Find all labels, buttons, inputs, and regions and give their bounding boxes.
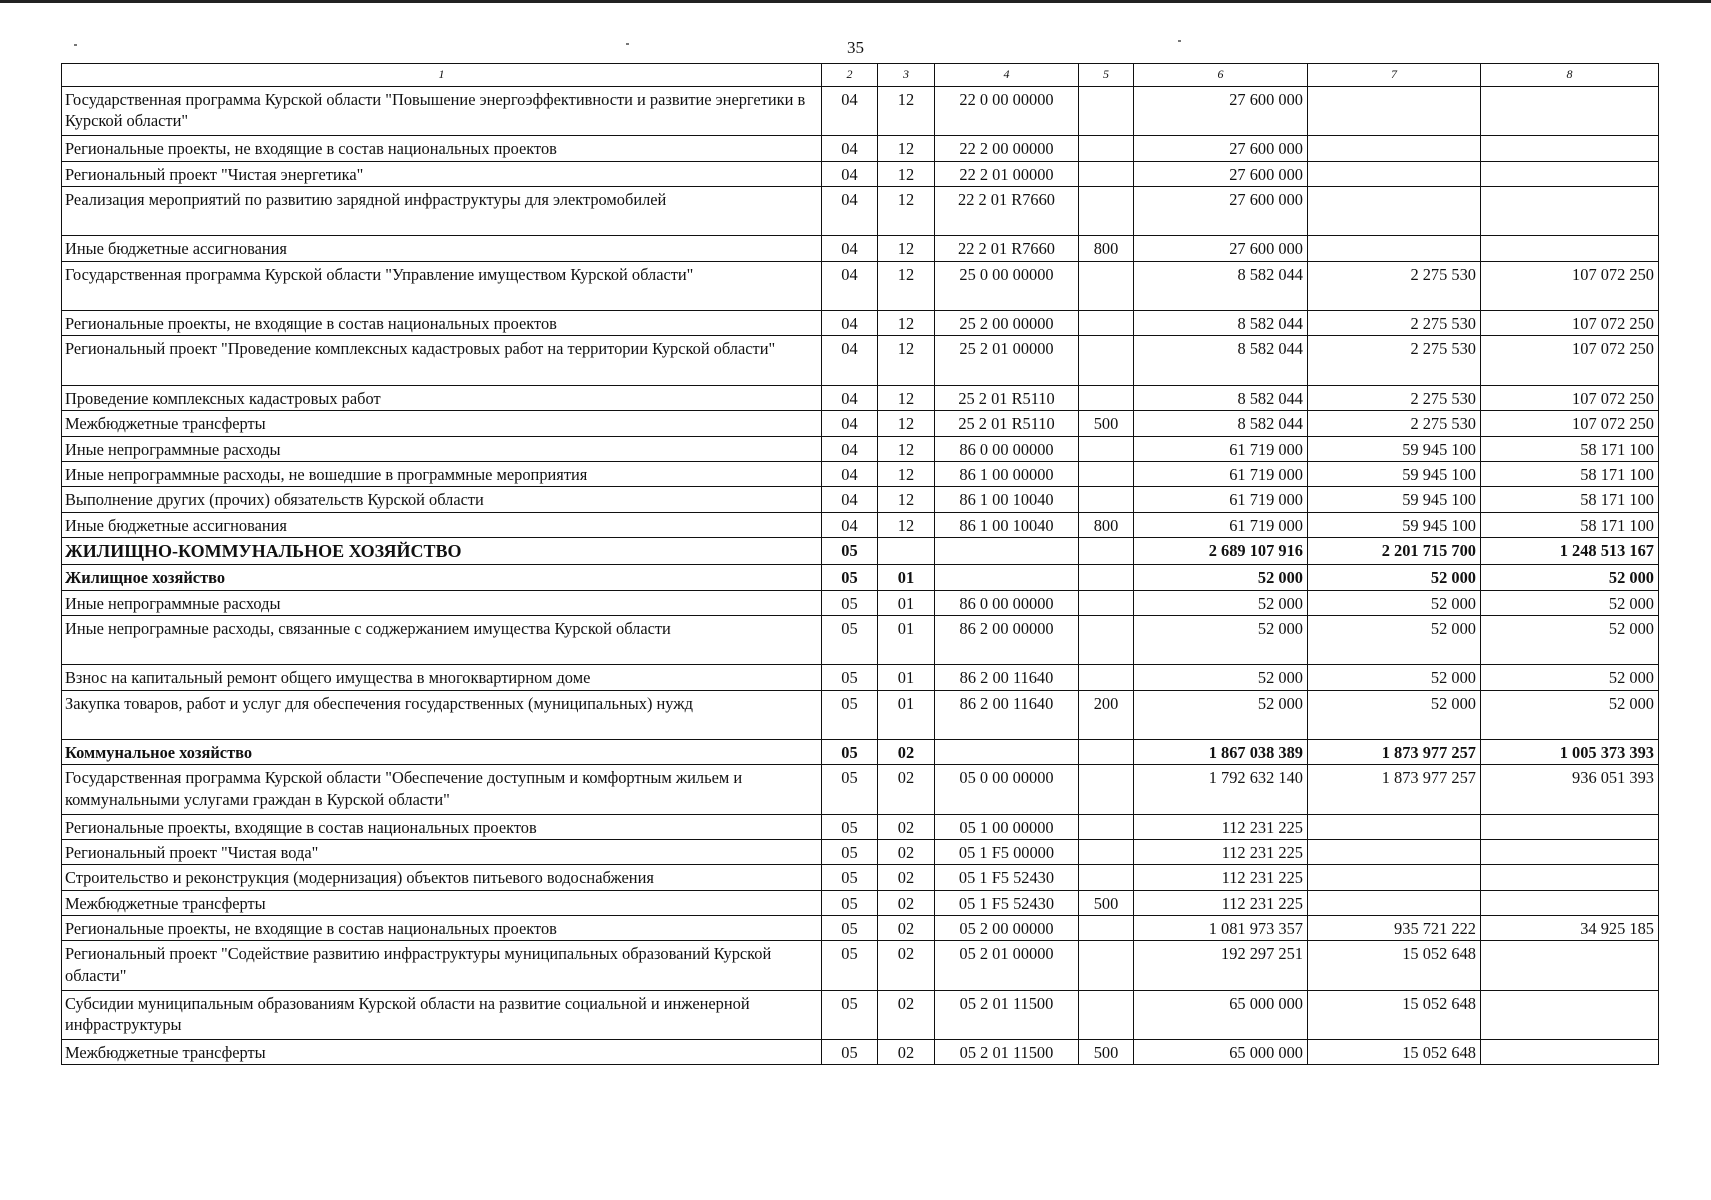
row-section-code: 04 bbox=[822, 261, 878, 310]
row-amount-col8: 1 005 373 393 bbox=[1481, 740, 1659, 765]
row-target-article-code: 05 1 F5 52430 bbox=[935, 865, 1079, 890]
row-section-code: 04 bbox=[822, 512, 878, 537]
budget-table bbox=[61, 63, 1659, 1065]
table-row bbox=[62, 411, 1659, 436]
row-amount-col7: 1 873 977 257 bbox=[1308, 740, 1481, 765]
row-name: Субсидии муниципальным образованиям Курской области на развитие социальной и инженерной инфраструктуры bbox=[62, 990, 822, 1039]
row-section-code: 05 bbox=[822, 590, 878, 615]
row-name: Строительство и реконструкция (модернизация) объектов питьевого водоснабжения bbox=[62, 865, 822, 890]
row-amount-col7: 2 275 530 bbox=[1308, 261, 1481, 310]
row-expense-type-code bbox=[1079, 385, 1134, 410]
row-expense-type-code bbox=[1079, 814, 1134, 839]
row-amount-col7: 59 945 100 bbox=[1308, 512, 1481, 537]
row-subsection-code: 12 bbox=[878, 87, 935, 136]
row-expense-type-code bbox=[1079, 311, 1134, 336]
row-name: Государственная программа Курской области "Повышение энергоэффективности и развитие энергетики в Курской области" bbox=[62, 87, 822, 136]
row-expense-type-code bbox=[1079, 590, 1134, 615]
row-name: Закупка товаров, работ и услуг для обеспечения государственных (муниципальных) нужд bbox=[62, 690, 822, 739]
row-expense-type-code bbox=[1079, 187, 1134, 236]
row-section-code: 05 bbox=[822, 865, 878, 890]
row-amount-col8: 58 171 100 bbox=[1481, 461, 1659, 486]
row-subsection-code: 12 bbox=[878, 487, 935, 512]
row-subsection-code: 12 bbox=[878, 187, 935, 236]
row-section-code: 04 bbox=[822, 436, 878, 461]
row-name: ЖИЛИЩНО-КОММУНАЛЬНОЕ ХОЗЯЙСТВО bbox=[62, 537, 822, 564]
row-amount-col6: 27 600 000 bbox=[1134, 87, 1308, 136]
row-target-article-code: 86 2 00 11640 bbox=[935, 690, 1079, 739]
row-subsection-code: 02 bbox=[878, 916, 935, 941]
row-target-article-code: 05 1 00 00000 bbox=[935, 814, 1079, 839]
row-target-article-code bbox=[935, 740, 1079, 765]
table-row bbox=[62, 461, 1659, 486]
row-name: Иные непрограмные расходы, связанные с соджержанием имущества Курской области bbox=[62, 615, 822, 664]
row-amount-col8 bbox=[1481, 865, 1659, 890]
table-row bbox=[62, 690, 1659, 739]
table-row bbox=[62, 615, 1659, 664]
row-amount-col6: 61 719 000 bbox=[1134, 487, 1308, 512]
row-target-article-code: 86 0 00 00000 bbox=[935, 436, 1079, 461]
table-row bbox=[62, 537, 1659, 564]
row-amount-col8: 107 072 250 bbox=[1481, 411, 1659, 436]
row-expense-type-code bbox=[1079, 461, 1134, 486]
column-header-row bbox=[62, 64, 1659, 87]
row-amount-col8 bbox=[1481, 840, 1659, 865]
row-amount-col7 bbox=[1308, 865, 1481, 890]
row-expense-type-code bbox=[1079, 665, 1134, 690]
table-row bbox=[62, 161, 1659, 186]
row-section-code: 05 bbox=[822, 814, 878, 839]
row-section-code: 04 bbox=[822, 311, 878, 336]
row-name: Взнос на капитальный ремонт общего имущества в многоквартирном доме bbox=[62, 665, 822, 690]
row-amount-col7: 52 000 bbox=[1308, 615, 1481, 664]
row-amount-col6: 192 297 251 bbox=[1134, 941, 1308, 990]
row-name: Региональный проект "Содействие развитию инфраструктуры муниципальных образований Курской области" bbox=[62, 941, 822, 990]
row-section-code: 04 bbox=[822, 385, 878, 410]
row-subsection-code: 12 bbox=[878, 436, 935, 461]
row-amount-col7: 52 000 bbox=[1308, 565, 1481, 590]
row-amount-col6: 112 231 225 bbox=[1134, 865, 1308, 890]
table-row bbox=[62, 136, 1659, 161]
row-target-article-code: 86 1 00 10040 bbox=[935, 487, 1079, 512]
row-subsection-code: 12 bbox=[878, 411, 935, 436]
row-name: Государственная программа Курской области "Управление имуществом Курской области" bbox=[62, 261, 822, 310]
row-subsection-code: 02 bbox=[878, 840, 935, 865]
row-name: Региональные проекты, не входящие в состав национальных проектов bbox=[62, 311, 822, 336]
row-subsection-code: 12 bbox=[878, 161, 935, 186]
row-amount-col6: 1 792 632 140 bbox=[1134, 765, 1308, 814]
row-amount-col6: 8 582 044 bbox=[1134, 261, 1308, 310]
row-amount-col6: 61 719 000 bbox=[1134, 461, 1308, 486]
row-target-article-code: 05 2 01 00000 bbox=[935, 941, 1079, 990]
row-target-article-code: 25 2 01 R5110 bbox=[935, 385, 1079, 410]
table-row bbox=[62, 814, 1659, 839]
row-section-code: 05 bbox=[822, 990, 878, 1039]
row-name: Выполнение других (прочих) обязательств Курской области bbox=[62, 487, 822, 512]
table-row bbox=[62, 236, 1659, 261]
row-name: Иные непрограммные расходы bbox=[62, 590, 822, 615]
row-amount-col7 bbox=[1308, 890, 1481, 915]
column-header-5: 5 bbox=[1079, 64, 1134, 87]
row-amount-col7: 2 201 715 700 bbox=[1308, 537, 1481, 564]
page-number: 35 bbox=[847, 38, 864, 57]
row-subsection-code: 01 bbox=[878, 615, 935, 664]
row-target-article-code: 86 1 00 10040 bbox=[935, 512, 1079, 537]
row-name: Проведение комплексных кадастровых работ bbox=[62, 385, 822, 410]
row-expense-type-code bbox=[1079, 740, 1134, 765]
row-subsection-code: 12 bbox=[878, 336, 935, 385]
row-expense-type-code: 500 bbox=[1079, 890, 1134, 915]
column-header-1: 1 bbox=[62, 64, 822, 87]
row-amount-col6: 112 231 225 bbox=[1134, 890, 1308, 915]
row-section-code: 05 bbox=[822, 565, 878, 590]
row-amount-col7: 2 275 530 bbox=[1308, 385, 1481, 410]
row-amount-col8: 107 072 250 bbox=[1481, 261, 1659, 310]
row-amount-col8: 52 000 bbox=[1481, 690, 1659, 739]
row-amount-col6: 8 582 044 bbox=[1134, 411, 1308, 436]
row-amount-col8: 1 248 513 167 bbox=[1481, 537, 1659, 564]
row-section-code: 04 bbox=[822, 487, 878, 512]
row-section-code: 05 bbox=[822, 890, 878, 915]
row-amount-col7: 935 721 222 bbox=[1308, 916, 1481, 941]
row-target-article-code: 05 2 01 11500 bbox=[935, 990, 1079, 1039]
row-amount-col7: 52 000 bbox=[1308, 690, 1481, 739]
row-name: Региональные проекты, не входящие в состав национальных проектов bbox=[62, 136, 822, 161]
row-name: Государственная программа Курской области "Обеспечение доступным и комфортным жильем и коммунальными услугами граждан в Курской области" bbox=[62, 765, 822, 814]
row-target-article-code: 22 0 00 00000 bbox=[935, 87, 1079, 136]
row-target-article-code: 25 0 00 00000 bbox=[935, 261, 1079, 310]
row-amount-col6: 61 719 000 bbox=[1134, 436, 1308, 461]
row-amount-col8 bbox=[1481, 161, 1659, 186]
row-target-article-code: 05 1 F5 00000 bbox=[935, 840, 1079, 865]
row-amount-col6: 27 600 000 bbox=[1134, 136, 1308, 161]
row-section-code: 04 bbox=[822, 161, 878, 186]
row-expense-type-code bbox=[1079, 941, 1134, 990]
row-amount-col8: 58 171 100 bbox=[1481, 512, 1659, 537]
table-row bbox=[62, 590, 1659, 615]
row-target-article-code: 22 2 01 00000 bbox=[935, 161, 1079, 186]
row-amount-col8: 58 171 100 bbox=[1481, 487, 1659, 512]
row-name: Региональный проект "Проведение комплексных кадастровых работ на территории Курской области" bbox=[62, 336, 822, 385]
row-target-article-code bbox=[935, 565, 1079, 590]
row-amount-col6: 8 582 044 bbox=[1134, 311, 1308, 336]
row-amount-col6: 61 719 000 bbox=[1134, 512, 1308, 537]
table-body bbox=[62, 87, 1659, 1065]
row-amount-col7: 52 000 bbox=[1308, 665, 1481, 690]
row-amount-col6: 1 081 973 357 bbox=[1134, 916, 1308, 941]
row-amount-col8: 107 072 250 bbox=[1481, 336, 1659, 385]
row-amount-col7: 59 945 100 bbox=[1308, 461, 1481, 486]
row-amount-col6: 112 231 225 bbox=[1134, 814, 1308, 839]
row-amount-col7 bbox=[1308, 840, 1481, 865]
row-amount-col7 bbox=[1308, 814, 1481, 839]
row-name: Региональный проект "Чистая вода" bbox=[62, 840, 822, 865]
row-section-code: 05 bbox=[822, 765, 878, 814]
row-subsection-code bbox=[878, 537, 935, 564]
row-subsection-code: 02 bbox=[878, 1040, 935, 1065]
row-amount-col8 bbox=[1481, 1040, 1659, 1065]
row-amount-col8 bbox=[1481, 941, 1659, 990]
row-amount-col6: 52 000 bbox=[1134, 565, 1308, 590]
row-target-article-code: 22 2 01 R7660 bbox=[935, 187, 1079, 236]
row-amount-col7: 15 052 648 bbox=[1308, 1040, 1481, 1065]
table-row bbox=[62, 565, 1659, 590]
row-subsection-code: 12 bbox=[878, 461, 935, 486]
row-name: Иные непрограммные расходы bbox=[62, 436, 822, 461]
row-subsection-code: 02 bbox=[878, 890, 935, 915]
table-row bbox=[62, 311, 1659, 336]
row-name: Межбюджетные трансферты bbox=[62, 411, 822, 436]
row-amount-col8: 52 000 bbox=[1481, 565, 1659, 590]
row-amount-col8 bbox=[1481, 87, 1659, 136]
row-expense-type-code bbox=[1079, 487, 1134, 512]
row-name: Иные бюджетные ассигнования bbox=[62, 236, 822, 261]
row-name: Межбюджетные трансферты bbox=[62, 1040, 822, 1065]
row-amount-col6: 52 000 bbox=[1134, 690, 1308, 739]
row-target-article-code: 86 2 00 00000 bbox=[935, 615, 1079, 664]
row-name: Жилищное хозяйство bbox=[62, 565, 822, 590]
row-target-article-code: 05 2 01 11500 bbox=[935, 1040, 1079, 1065]
row-expense-type-code bbox=[1079, 436, 1134, 461]
row-amount-col8: 58 171 100 bbox=[1481, 436, 1659, 461]
row-amount-col6: 27 600 000 bbox=[1134, 236, 1308, 261]
row-target-article-code: 86 1 00 00000 bbox=[935, 461, 1079, 486]
row-amount-col6: 1 867 038 389 bbox=[1134, 740, 1308, 765]
row-amount-col7 bbox=[1308, 187, 1481, 236]
row-subsection-code: 02 bbox=[878, 990, 935, 1039]
row-target-article-code: 25 2 00 00000 bbox=[935, 311, 1079, 336]
row-section-code: 04 bbox=[822, 136, 878, 161]
row-subsection-code: 01 bbox=[878, 690, 935, 739]
row-target-article-code: 25 2 01 00000 bbox=[935, 336, 1079, 385]
row-section-code: 05 bbox=[822, 916, 878, 941]
row-amount-col8: 52 000 bbox=[1481, 590, 1659, 615]
row-section-code: 05 bbox=[822, 840, 878, 865]
row-amount-col8 bbox=[1481, 187, 1659, 236]
row-subsection-code: 02 bbox=[878, 941, 935, 990]
row-section-code: 05 bbox=[822, 941, 878, 990]
row-name: Региональный проект "Чистая энергетика" bbox=[62, 161, 822, 186]
row-section-code: 05 bbox=[822, 537, 878, 564]
row-subsection-code: 12 bbox=[878, 261, 935, 310]
row-expense-type-code: 800 bbox=[1079, 512, 1134, 537]
column-header-3: 3 bbox=[878, 64, 935, 87]
row-section-code: 05 bbox=[822, 615, 878, 664]
row-amount-col8: 936 051 393 bbox=[1481, 765, 1659, 814]
row-amount-col6: 52 000 bbox=[1134, 590, 1308, 615]
row-amount-col6: 8 582 044 bbox=[1134, 385, 1308, 410]
row-amount-col7: 59 945 100 bbox=[1308, 487, 1481, 512]
column-header-4: 4 bbox=[935, 64, 1079, 87]
table-row bbox=[62, 187, 1659, 236]
row-amount-col8: 52 000 bbox=[1481, 665, 1659, 690]
row-target-article-code: 25 2 01 R5110 bbox=[935, 411, 1079, 436]
row-amount-col7 bbox=[1308, 161, 1481, 186]
row-subsection-code: 01 bbox=[878, 590, 935, 615]
row-subsection-code: 12 bbox=[878, 236, 935, 261]
row-amount-col6: 52 000 bbox=[1134, 615, 1308, 664]
row-expense-type-code bbox=[1079, 136, 1134, 161]
row-amount-col7 bbox=[1308, 87, 1481, 136]
row-amount-col7: 2 275 530 bbox=[1308, 336, 1481, 385]
column-header-6: 6 bbox=[1134, 64, 1308, 87]
row-amount-col7: 59 945 100 bbox=[1308, 436, 1481, 461]
row-section-code: 05 bbox=[822, 1040, 878, 1065]
row-section-code: 04 bbox=[822, 411, 878, 436]
row-subsection-code: 02 bbox=[878, 740, 935, 765]
row-amount-col8 bbox=[1481, 890, 1659, 915]
row-subsection-code: 12 bbox=[878, 512, 935, 537]
row-expense-type-code bbox=[1079, 765, 1134, 814]
row-target-article-code: 22 2 00 00000 bbox=[935, 136, 1079, 161]
row-subsection-code: 12 bbox=[878, 136, 935, 161]
table-row bbox=[62, 512, 1659, 537]
row-expense-type-code bbox=[1079, 615, 1134, 664]
row-amount-col7: 1 873 977 257 bbox=[1308, 765, 1481, 814]
row-amount-col6: 65 000 000 bbox=[1134, 990, 1308, 1039]
table-row bbox=[62, 1040, 1659, 1065]
table-row bbox=[62, 865, 1659, 890]
row-section-code: 04 bbox=[822, 87, 878, 136]
row-section-code: 05 bbox=[822, 690, 878, 739]
table-row bbox=[62, 87, 1659, 136]
row-name: Региональные проекты, не входящие в состав национальных проектов bbox=[62, 916, 822, 941]
row-expense-type-code bbox=[1079, 336, 1134, 385]
column-header-7: 7 bbox=[1308, 64, 1481, 87]
row-section-code: 04 bbox=[822, 336, 878, 385]
row-name: Коммунальное хозяйство bbox=[62, 740, 822, 765]
row-amount-col8 bbox=[1481, 990, 1659, 1039]
table-row bbox=[62, 840, 1659, 865]
row-amount-col6: 52 000 bbox=[1134, 665, 1308, 690]
row-section-code: 05 bbox=[822, 740, 878, 765]
table-row bbox=[62, 890, 1659, 915]
row-amount-col6: 112 231 225 bbox=[1134, 840, 1308, 865]
row-amount-col7: 2 275 530 bbox=[1308, 411, 1481, 436]
row-target-article-code: 86 0 00 00000 bbox=[935, 590, 1079, 615]
row-amount-col8: 52 000 bbox=[1481, 615, 1659, 664]
row-subsection-code: 12 bbox=[878, 311, 935, 336]
column-header-8: 8 bbox=[1481, 64, 1659, 87]
row-amount-col6: 27 600 000 bbox=[1134, 161, 1308, 186]
row-expense-type-code: 500 bbox=[1079, 411, 1134, 436]
row-target-article-code: 05 1 F5 52430 bbox=[935, 890, 1079, 915]
row-amount-col8: 34 925 185 bbox=[1481, 916, 1659, 941]
row-name: Иные непрограммные расходы, не вошедшие в программные мероприятия bbox=[62, 461, 822, 486]
row-amount-col7 bbox=[1308, 236, 1481, 261]
row-subsection-code: 02 bbox=[878, 814, 935, 839]
row-subsection-code: 02 bbox=[878, 865, 935, 890]
table-row bbox=[62, 990, 1659, 1039]
row-name: Межбюджетные трансферты bbox=[62, 890, 822, 915]
row-expense-type-code bbox=[1079, 916, 1134, 941]
row-amount-col6: 27 600 000 bbox=[1134, 187, 1308, 236]
row-amount-col8: 107 072 250 bbox=[1481, 385, 1659, 410]
row-target-article-code: 05 2 00 00000 bbox=[935, 916, 1079, 941]
row-amount-col6: 2 689 107 916 bbox=[1134, 537, 1308, 564]
row-expense-type-code: 800 bbox=[1079, 236, 1134, 261]
row-amount-col8 bbox=[1481, 236, 1659, 261]
row-amount-col6: 8 582 044 bbox=[1134, 336, 1308, 385]
row-expense-type-code bbox=[1079, 161, 1134, 186]
row-amount-col8 bbox=[1481, 136, 1659, 161]
page-top-rule bbox=[0, 0, 1711, 3]
row-expense-type-code bbox=[1079, 865, 1134, 890]
row-amount-col8 bbox=[1481, 814, 1659, 839]
table-row bbox=[62, 487, 1659, 512]
table-row bbox=[62, 765, 1659, 814]
table-row bbox=[62, 665, 1659, 690]
row-subsection-code: 12 bbox=[878, 385, 935, 410]
row-expense-type-code: 200 bbox=[1079, 690, 1134, 739]
table-row bbox=[62, 436, 1659, 461]
row-target-article-code bbox=[935, 537, 1079, 564]
row-expense-type-code bbox=[1079, 840, 1134, 865]
row-expense-type-code bbox=[1079, 261, 1134, 310]
row-target-article-code: 22 2 01 R7660 bbox=[935, 236, 1079, 261]
row-amount-col6: 65 000 000 bbox=[1134, 1040, 1308, 1065]
row-amount-col7: 15 052 648 bbox=[1308, 941, 1481, 990]
row-amount-col7: 52 000 bbox=[1308, 590, 1481, 615]
row-expense-type-code: 500 bbox=[1079, 1040, 1134, 1065]
table-row bbox=[62, 336, 1659, 385]
row-amount-col8: 107 072 250 bbox=[1481, 311, 1659, 336]
row-section-code: 04 bbox=[822, 461, 878, 486]
row-name: Региональные проекты, входящие в состав национальных проектов bbox=[62, 814, 822, 839]
row-amount-col7 bbox=[1308, 136, 1481, 161]
row-section-code: 04 bbox=[822, 236, 878, 261]
column-header-2: 2 bbox=[822, 64, 878, 87]
row-name: Иные бюджетные ассигнования bbox=[62, 512, 822, 537]
row-expense-type-code bbox=[1079, 87, 1134, 136]
row-target-article-code: 05 0 00 00000 bbox=[935, 765, 1079, 814]
row-subsection-code: 02 bbox=[878, 765, 935, 814]
table-row bbox=[62, 941, 1659, 990]
table-row bbox=[62, 916, 1659, 941]
row-amount-col7: 15 052 648 bbox=[1308, 990, 1481, 1039]
row-amount-col7: 2 275 530 bbox=[1308, 311, 1481, 336]
row-expense-type-code bbox=[1079, 565, 1134, 590]
row-target-article-code: 86 2 00 11640 bbox=[935, 665, 1079, 690]
row-subsection-code: 01 bbox=[878, 665, 935, 690]
table-row bbox=[62, 740, 1659, 765]
table-row bbox=[62, 261, 1659, 310]
row-expense-type-code bbox=[1079, 537, 1134, 564]
row-name: Реализация мероприятий по развитию зарядной инфраструктуры для электромобилей bbox=[62, 187, 822, 236]
row-section-code: 05 bbox=[822, 665, 878, 690]
table-row bbox=[62, 385, 1659, 410]
row-subsection-code: 01 bbox=[878, 565, 935, 590]
row-section-code: 04 bbox=[822, 187, 878, 236]
row-expense-type-code bbox=[1079, 990, 1134, 1039]
